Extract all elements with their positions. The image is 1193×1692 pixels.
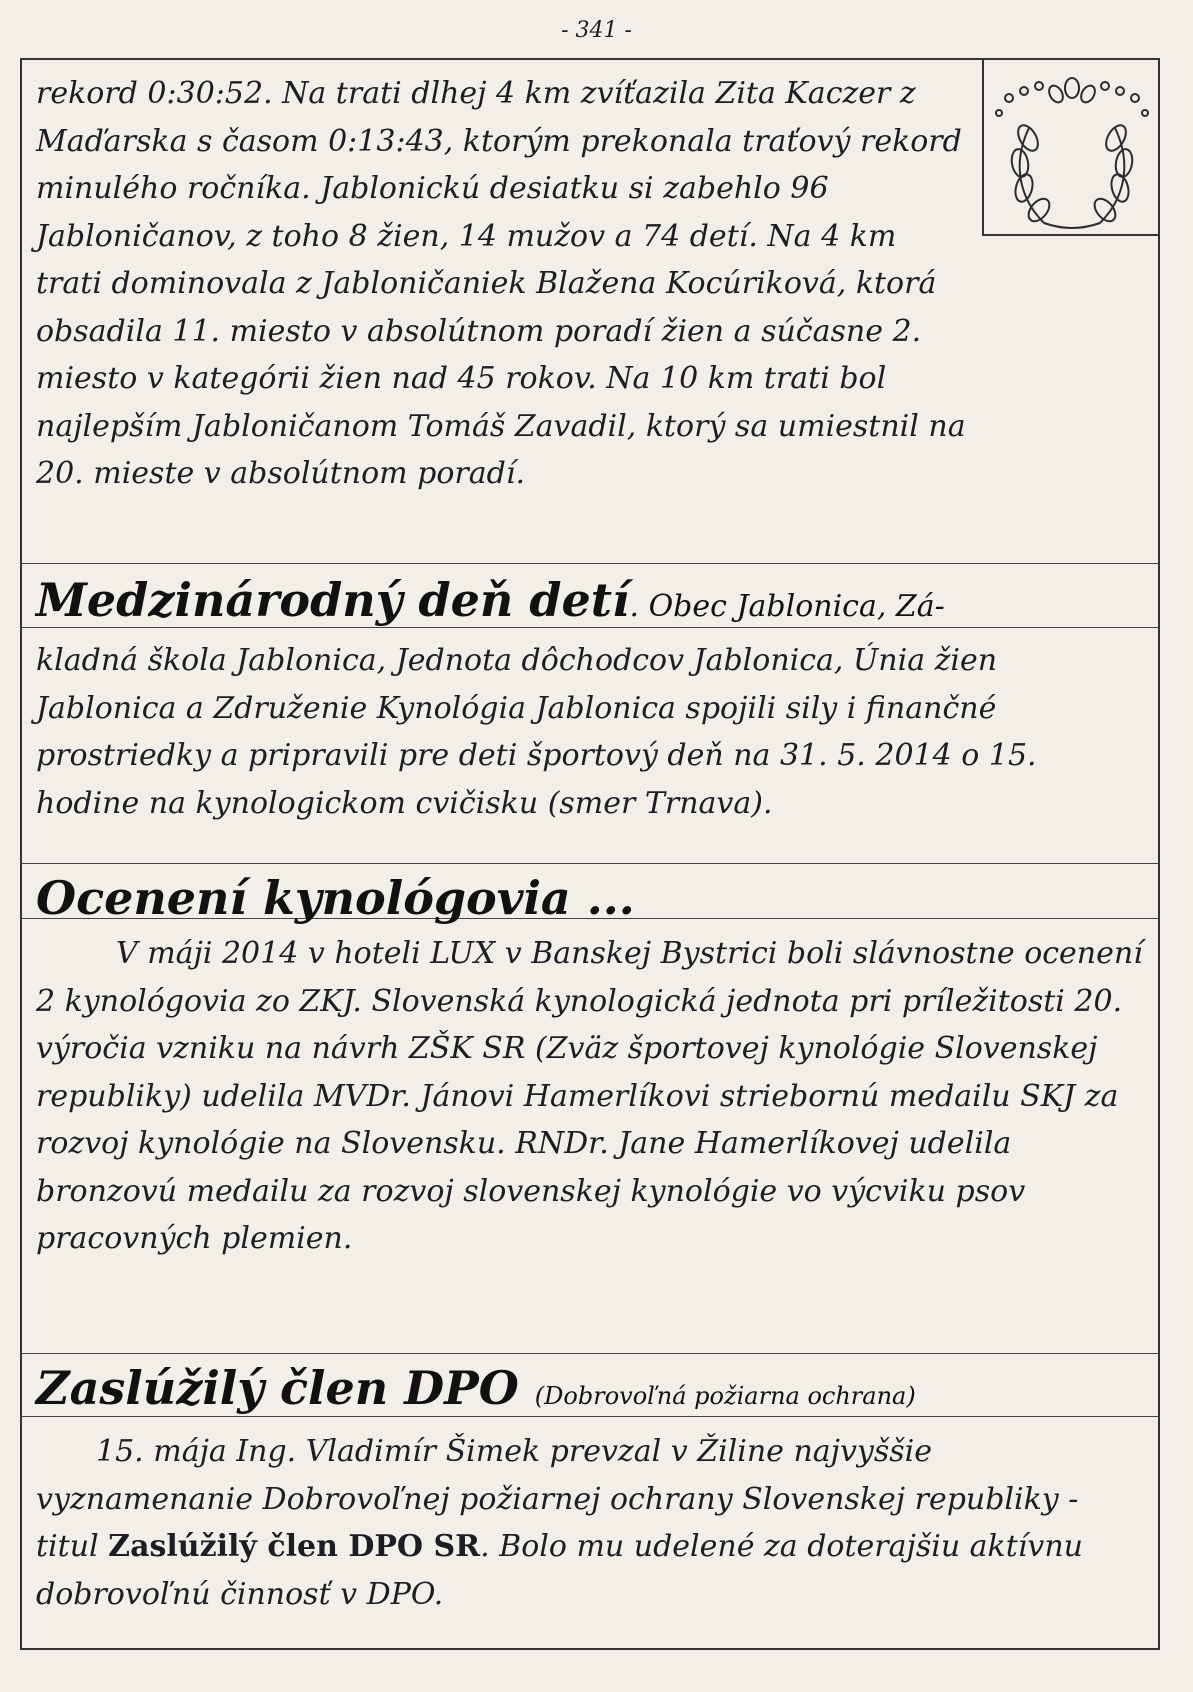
cynologists-heading: Ocenení kynológovia ... <box>36 871 635 925</box>
laurel-wreath-icon <box>984 58 1160 236</box>
section-rule <box>20 1353 1160 1354</box>
section-rule <box>20 563 1160 564</box>
childrens-day-paragraph: kladná škola Jablonica, Jednota dôchodcov Jablonica, Únia žien Jablonica a Združenie Kynológia Jablonica spojili sily i finančné prostriedky a pripravili pre deti športový deň na 31. 5. 2014 o 15. hodine na kynologickom cvičisku (smer Trnava). <box>36 643 1037 821</box>
dpo-paragraph <box>36 1428 1146 1618</box>
dpo-subtitle: (Dobrovoľná požiarna ochrana) <box>534 1382 916 1410</box>
dpo-text-part2: . Bolo mu udelené za doterajšiu aktívnu dobrovoľnú činnosť v DPO. <box>36 1529 1083 1612</box>
childrens-day-heading <box>36 574 945 633</box>
dpo-text-part1: 15. mája Ing. Vladimír Šimek prevzal v Žiline najvyššie vyznamenanie Dobrovoľnej požiarnej ochrany Slovenskej republiky - titul <box>36 1434 1079 1564</box>
bottom-rule <box>20 1648 1160 1650</box>
page-number: - 341 - <box>561 18 632 43</box>
intro-paragraph: rekord 0:30:52. Na trati dlhej 4 km zvíťazila Zita Kaczer z Maďarska s časom 0:13:43, ktorým prekonala traťový rekord minulého ročníka. Jablonickú desiatku si zabehlo 96 Jabloničanov, z toho 8 žien, 14 mužov a 74 detí. Na 4 km trati dominovala z Jabloničaniek Blažena Kocúriková, ktorá obsadila 11. miesto v absolútnom poradí žien a súčasne 2. miesto v kategórii žien nad 45 rokov. Na 10 km trati bol najlepším Jabloničanom Tomáš Zavadil, ktorý sa umiestnil na 20. mieste v absolútnom poradí. <box>36 76 966 491</box>
dpo-title: Zaslúžilý člen DPO <box>36 1361 519 1415</box>
childrens-day-lead: . Obec Jablonica, Zá- <box>629 589 945 624</box>
section-rule <box>20 863 1160 864</box>
dpo-award-title: Zaslúžilý člen DPO SR <box>108 1529 481 1564</box>
emblem-box <box>982 58 1158 236</box>
dpo-heading <box>36 1362 916 1422</box>
childrens-day-title: Medzinárodný deň detí <box>36 573 630 627</box>
cynologists-paragraph: V máji 2014 v hoteli LUX v Banskej Bystrici boli slávnostne ocenení 2 kynológovia zo ZKJ. Slovenská kynologická jednota pri príležitosti 20. výročia vzniku na návrh ZŠK SR (Zväz športovej kynológie Slovenskej republiky) udelila MVDr. Jánovi Hamerlíkovi striebornú medailu SKJ za rozvoj kynológie na Slovensku. RNDr. Jane Hamerlíkovej udelila bronzovú medailu za rozvoj slovenskej kynológie vo výcviku psov pracovných plemien. <box>36 936 1143 1256</box>
